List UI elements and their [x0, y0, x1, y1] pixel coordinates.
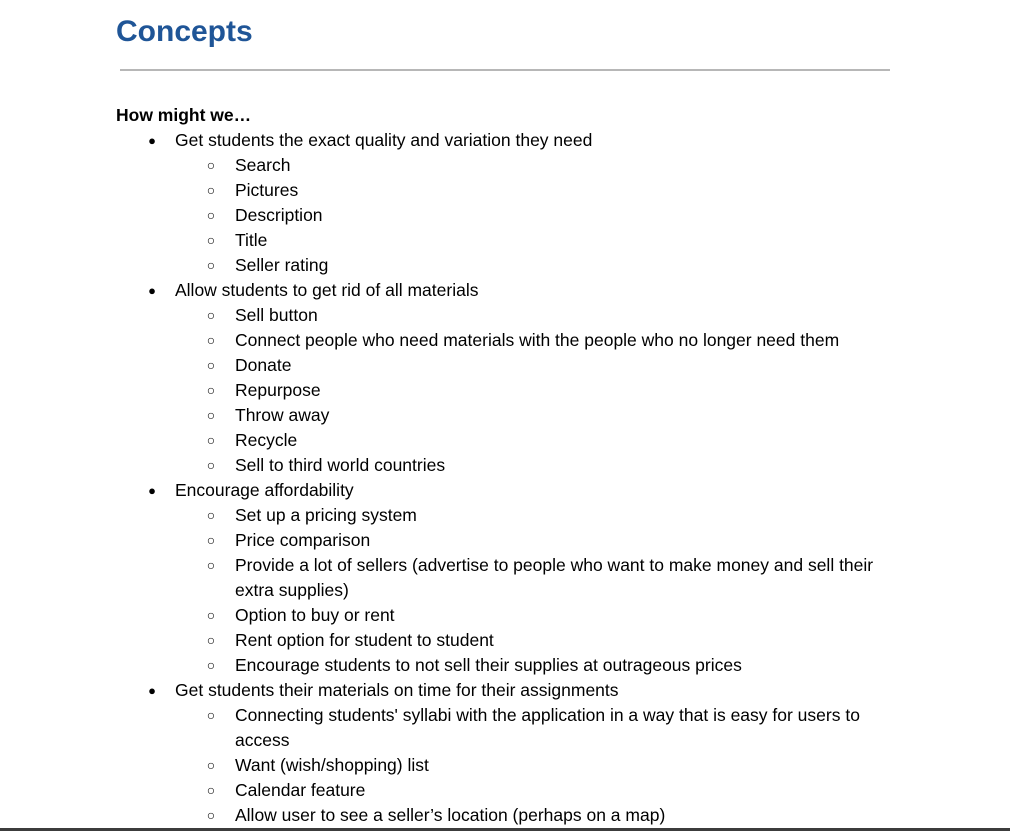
list-item [116, 478, 906, 678]
hollow-bullet-icon: ○ [206, 432, 216, 448]
document-body [116, 103, 906, 828]
list-item [116, 678, 906, 828]
sub-list-item-label: Donate [235, 355, 292, 375]
hollow-bullet-icon: ○ [206, 382, 216, 398]
sub-list-item [175, 203, 906, 228]
sub-list-item [175, 178, 906, 203]
sub-list-item-label: Title [235, 230, 268, 250]
sub-list [175, 303, 906, 478]
hollow-bullet-icon: ○ [206, 782, 216, 798]
sub-list-item-label: Recycle [235, 430, 298, 450]
sub-list-item [175, 753, 906, 778]
section-heading: How might we… [116, 105, 252, 125]
sub-list-item [175, 328, 906, 353]
filled-bullet-icon: ● [148, 283, 156, 298]
sub-list-item-label: Pictures [235, 180, 299, 200]
sub-list-item [175, 303, 906, 328]
sub-list-item [175, 153, 906, 178]
bullet-list [116, 128, 906, 828]
hollow-bullet-icon: ○ [206, 657, 216, 673]
sub-list-item [175, 253, 906, 278]
hollow-bullet-icon: ○ [206, 357, 216, 373]
hollow-bullet-icon: ○ [206, 707, 216, 723]
sub-list-item-label: Search [235, 155, 291, 175]
page-title: Concepts [116, 15, 253, 48]
hollow-bullet-icon: ○ [206, 632, 216, 648]
sub-list-item-label: Option to buy or rent [235, 605, 395, 625]
hollow-bullet-icon: ○ [206, 207, 216, 223]
sub-list-item [175, 353, 906, 378]
sub-list-item-label: Set up a pricing system [235, 505, 417, 525]
sub-list-item [175, 453, 906, 478]
list-item [116, 128, 906, 278]
sub-list-item [175, 428, 906, 453]
hollow-bullet-icon: ○ [206, 507, 216, 523]
filled-bullet-icon: ● [148, 683, 156, 698]
hollow-bullet-icon: ○ [206, 807, 216, 823]
sub-list-item-label: Price comparison [235, 530, 371, 550]
list-item [116, 278, 906, 478]
filled-bullet-icon: ● [148, 483, 156, 498]
sub-list-item-label: Rent option for student to student [235, 630, 494, 650]
hollow-bullet-icon: ○ [206, 307, 216, 323]
hollow-bullet-icon: ○ [206, 607, 216, 623]
hollow-bullet-icon: ○ [206, 332, 216, 348]
sub-list-item-label: Seller rating [235, 255, 329, 275]
hollow-bullet-icon: ○ [206, 232, 216, 248]
sub-list-item [175, 803, 906, 828]
list-item-label: Get students the exact quality and variation they need [175, 130, 593, 150]
sub-list [175, 703, 906, 828]
sub-list-item-label: Provide a lot of sellers (advertise to people who want to make money and sell their extra supplies) [235, 555, 874, 600]
sub-list-item-label: Description [235, 205, 323, 225]
list-item-label: Encourage affordability [175, 480, 354, 500]
list-item-label: Get students their materials on time for their assignments [175, 680, 619, 700]
hollow-bullet-icon: ○ [206, 407, 216, 423]
sub-list-item [175, 628, 906, 653]
list-item-label: Allow students to get rid of all materials [175, 280, 479, 300]
sub-list-item-label: Sell to third world countries [235, 455, 446, 475]
sub-list-item-label: Sell button [235, 305, 318, 325]
sub-list-item [175, 378, 906, 403]
sub-list-item-label: Want (wish/shopping) list [235, 755, 429, 775]
sub-list [175, 153, 906, 278]
sub-list-item-label: Connecting students' syllabi with the application in a way that is easy for users to access [235, 705, 860, 750]
sub-list-item-label: Connect people who need materials with the people who no longer need them [235, 330, 840, 350]
sub-list-item [175, 403, 906, 428]
sub-list-item [175, 703, 906, 753]
hollow-bullet-icon: ○ [206, 457, 216, 473]
sub-list-item [175, 553, 906, 603]
horizontal-rule [120, 69, 890, 71]
sub-list-item [175, 503, 906, 528]
sub-list [175, 503, 906, 678]
sub-list-item [175, 228, 906, 253]
sub-list-item-label: Encourage students to not sell their supplies at outrageous prices [235, 655, 742, 675]
sub-list-item [175, 653, 906, 678]
hollow-bullet-icon: ○ [206, 182, 216, 198]
sub-list-item-label: Calendar feature [235, 780, 366, 800]
sub-list-item-label: Throw away [235, 405, 330, 425]
hollow-bullet-icon: ○ [206, 257, 216, 273]
filled-bullet-icon: ● [148, 133, 156, 148]
hollow-bullet-icon: ○ [206, 757, 216, 773]
sub-list-item [175, 603, 906, 628]
sub-list-item [175, 528, 906, 553]
hollow-bullet-icon: ○ [206, 532, 216, 548]
sub-list-item-label: Allow user to see a seller’s location (perhaps on a map) [235, 805, 666, 825]
hollow-bullet-icon: ○ [206, 557, 216, 573]
hollow-bullet-icon: ○ [206, 157, 216, 173]
sub-list-item [175, 778, 906, 803]
sub-list-item-label: Repurpose [235, 380, 321, 400]
